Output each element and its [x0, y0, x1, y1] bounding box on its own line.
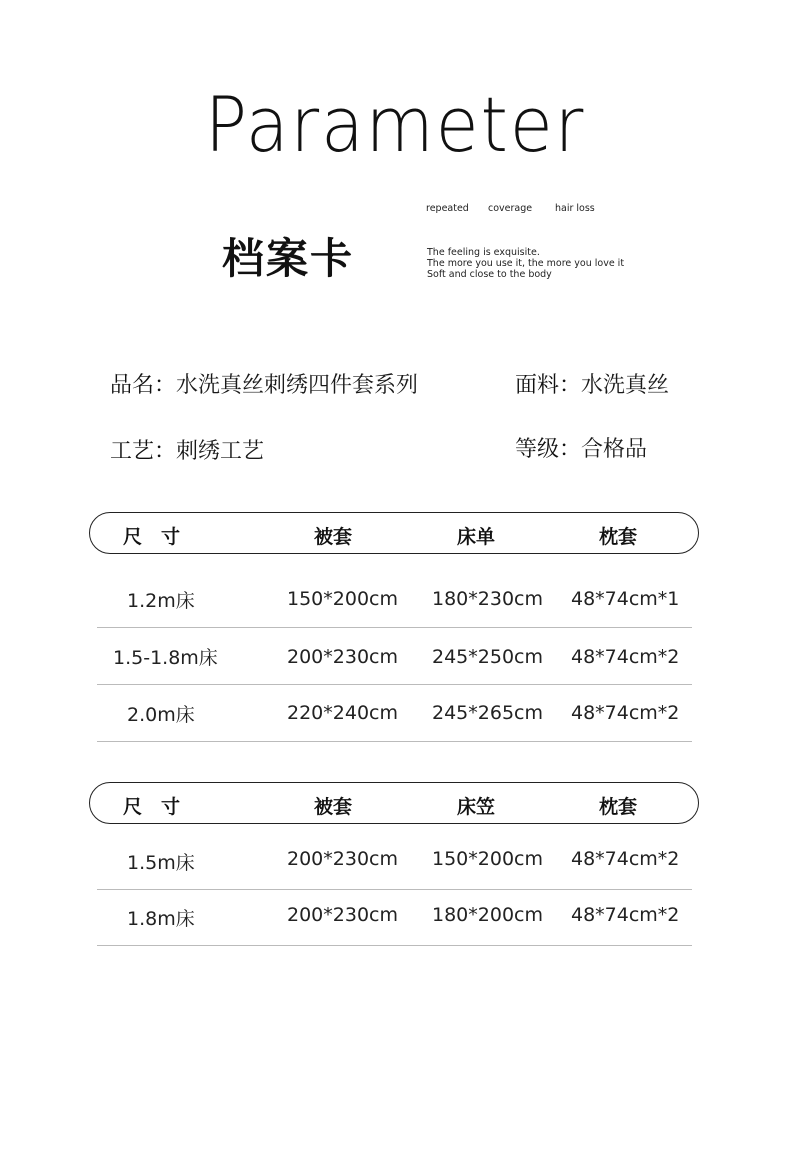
header-size: 尺 寸 [123, 526, 181, 548]
slogan-line: The more you use it, the more you love it [427, 258, 625, 269]
table-row [97, 832, 692, 890]
product-name-label: 品名： [110, 373, 177, 398]
slogan [427, 247, 624, 280]
pillow-cell: 48*74cm*2 [571, 702, 680, 724]
size-cell: 1.5-1.8m床 [113, 647, 218, 669]
table-row [97, 570, 692, 628]
pillow-cell: 48*74cm*1 [571, 588, 680, 610]
duvet-cell: 200*230cm [287, 904, 398, 926]
fitted-sheet-cell: 150*200cm [432, 848, 543, 870]
tag-hair-loss: hair loss [555, 203, 595, 214]
size-cell: 1.2m床 [127, 590, 195, 612]
slogan-line: Soft and close to the body [427, 269, 552, 280]
sheet-cell: 245*250cm [432, 646, 543, 668]
craft-value: 刺绣工艺 [176, 439, 265, 464]
table2-header [89, 782, 699, 824]
pillow-cell: 48*74cm*2 [571, 904, 680, 926]
table-row [97, 684, 692, 742]
sheet-cell: 180*230cm [432, 588, 543, 610]
header-size: 尺 寸 [123, 796, 181, 818]
size-cell: 2.0m床 [127, 704, 195, 726]
grade-label: 等级： [515, 437, 582, 462]
fabric-value: 水洗真丝 [581, 373, 670, 398]
fitted-sheet-cell: 180*200cm [432, 904, 543, 926]
pillow-cell: 48*74cm*2 [571, 646, 680, 668]
page-title: Parameter [204, 80, 586, 169]
product-name-value: 水洗真丝刺绣四件套系列 [176, 373, 419, 398]
header-pillowcase: 枕套 [599, 796, 638, 818]
header-duvet-cover: 被套 [314, 796, 353, 818]
grade-value: 合格品 [581, 437, 648, 462]
pillow-cell: 48*74cm*2 [571, 848, 680, 870]
size-cell: 1.8m床 [127, 908, 195, 930]
craft [110, 434, 264, 465]
table1-header [89, 512, 699, 554]
duvet-cell: 220*240cm [287, 702, 398, 724]
duvet-cell: 150*200cm [287, 588, 398, 610]
header-bed-sheet: 床单 [457, 526, 496, 548]
duvet-cell: 200*230cm [287, 848, 398, 870]
fabric [515, 368, 669, 399]
table-row [97, 627, 692, 685]
table-row [97, 888, 692, 946]
header-fitted-sheet: 床笠 [457, 796, 496, 818]
craft-label: 工艺： [110, 439, 177, 464]
duvet-cell: 200*230cm [287, 646, 398, 668]
tag-coverage: coverage [488, 203, 533, 214]
slogan-line: The feeling is exquisite. [427, 247, 540, 258]
grade [515, 432, 647, 463]
fabric-label: 面料： [515, 373, 582, 398]
sheet-cell: 245*265cm [432, 702, 543, 724]
product-name [110, 368, 418, 399]
size-cell: 1.5m床 [127, 852, 195, 874]
header-duvet-cover: 被套 [314, 526, 353, 548]
tag-repeated: repeated [426, 203, 469, 214]
archive-card-heading: 档案卡 [222, 234, 355, 283]
header-pillowcase: 枕套 [599, 526, 638, 548]
